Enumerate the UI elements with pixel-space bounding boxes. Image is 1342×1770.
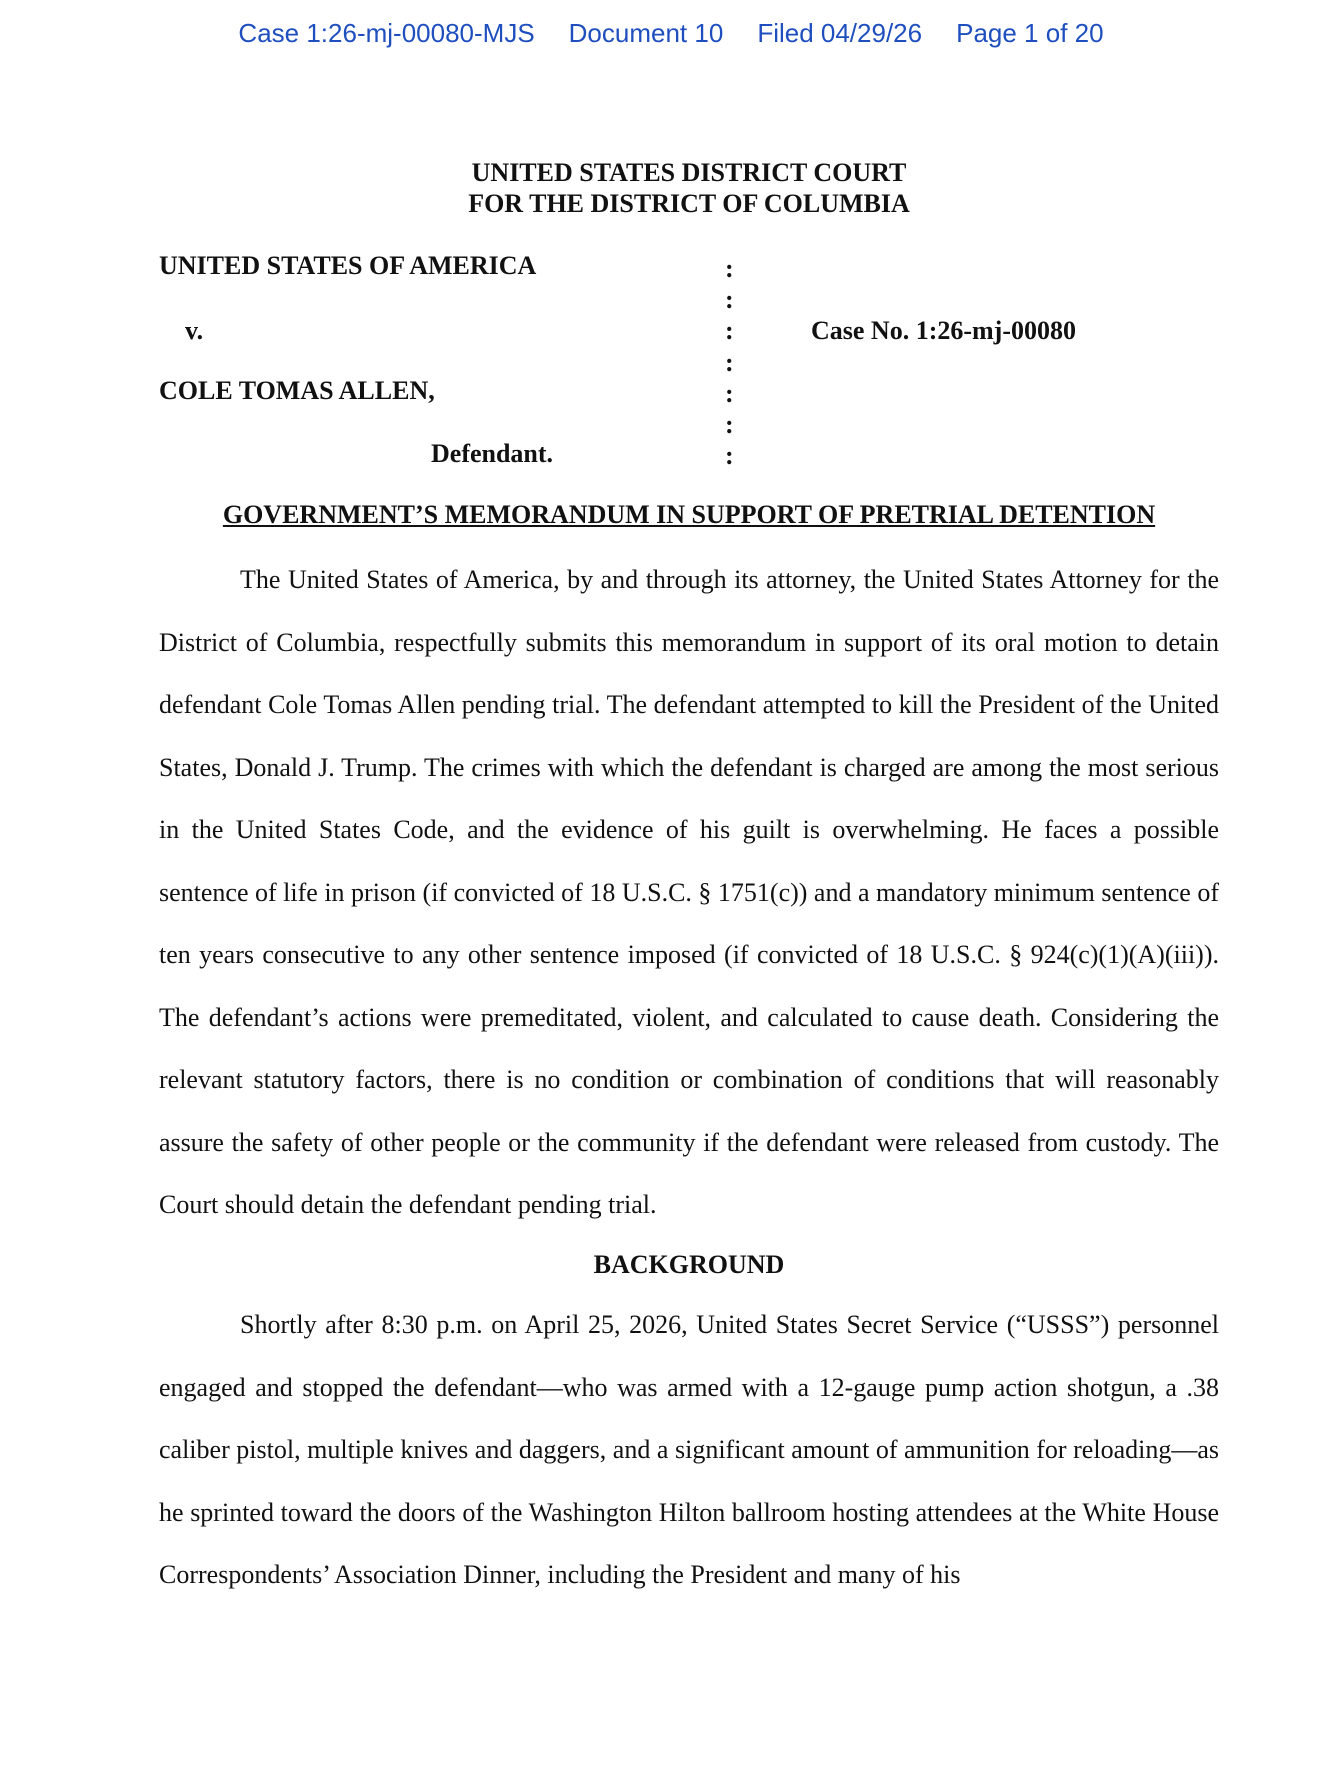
document-title: GOVERNMENT’S MEMORANDUM IN SUPPORT OF PRETRIAL DETENTION [222, 500, 1156, 529]
background-heading: BACKGROUND [593, 1250, 785, 1279]
stamp-case-number: Case 1:26-mj-00080-MJS [238, 18, 535, 48]
court-name [0, 157, 1342, 219]
stamp-document-number: Document 10 [568, 18, 724, 48]
caption-defendant-label: Defendant. [431, 439, 554, 468]
court-name-line-1: UNITED STATES DISTRICT COURT [471, 158, 907, 187]
intro-paragraph: The United States of America, by and through its attorney, the United States Attorney for the District of Columbia, respectfully submits this memorandum in support of its oral motion to detain defendant Cole Tomas Allen pending trial. The defendant attempted to kill the President of the United States, Donald J. Trump. The crimes with which the defendant is charged are among the most serious in the United States Code, and the evidence of his guilt is overwhelming. He faces a possible sentence of life in prison (if convicted of 18 U.S.C. § 1751(c)) and a mandatory minimum sentence of ten years consecutive to any other sentence imposed (if convicted of 18 U.S.C. § 924(c)(1)(A)(iii)). The defendant’s actions were premeditated, violent, and calculated to cause death. Considering the relevant statutory factors, there is no condition or combination of conditions that will reasonably assure the safety of other people or the community if the defendant were released from custody. The Court should detain the defendant pending trial. [159, 565, 1219, 1219]
ecf-header-stamp [0, 18, 1342, 49]
background-paragraph: Shortly after 8:30 p.m. on April 25, 2026, United States Secret Service (“USSS”) personnel engaged and stopped the defendant—who was armed with a 12-gauge pump action shotgun, a .38 caliber pistol, multiple knives and daggers, and a significant amount of ammunition for reloading—as he sprinted toward the doors of the Washington Hilton ballroom hosting attendees at the White House Correspondents’ Association Dinner, including the President and many of his [159, 1310, 1219, 1589]
stamp-page-number: Page 1 of 20 [956, 18, 1104, 48]
caption-colon-column: : : : : : : : [725, 254, 734, 471]
caption-case-number: Case No. 1:26-mj-00080 [811, 316, 1077, 345]
caption-plaintiff: UNITED STATES OF AMERICA [159, 251, 537, 280]
caption-defendant-name: COLE TOMAS ALLEN, [159, 376, 435, 405]
court-name-line-2: FOR THE DISTRICT OF COLUMBIA [468, 189, 910, 218]
caption-versus: v. [185, 316, 204, 345]
stamp-filed-date: Filed 04/29/26 [757, 18, 923, 48]
